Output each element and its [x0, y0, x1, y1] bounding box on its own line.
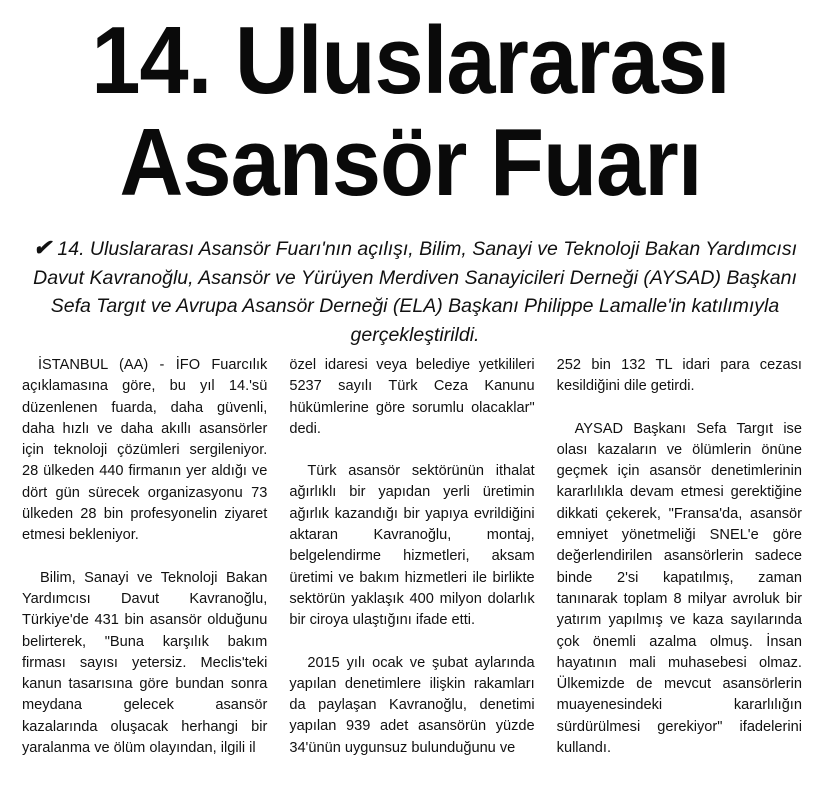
checkmark-icon: ✔: [32, 235, 52, 260]
paragraph: Bilim, Sanayi ve Teknoloji Bakan Yardımcısı Davut Kavranoğlu, Türkiye'de 431 bin asansör olduğunu belirterek, "Buna karşılık bakım firması sayısı yetersiz. Meclis'teki kanun tasarısına göre bundan sonra meydana gelecek asansör kazalarında oluşacak herhangi bir yaralanma ve ölüm olayından, ilgili il: [22, 569, 268, 757]
article-column-3: [557, 355, 802, 795]
paragraph: özel idaresi veya belediye yetkilileri 5237 sayılı Türk Ceza Kanunu hükümlerine göre sorumlu olacaklar" dedi.: [289, 357, 535, 437]
headline-line-2: Asansör Fuarı: [119, 109, 702, 216]
lead-text: 14. Uluslararası Asansör Fuarı'nın açılışı, Bilim, Sanayi ve Teknoloji Bakan Yardımcısı Davut Kavranoğlu, Asansör ve Yürüyen Merdiven Sanayicileri Derneği (AYSAD) Başkanı Sefa Targıt ve Avrupa Asansör Derneği (ELA) Başkanı Philippe Lamalle'in katılımıyla gerçekleştirildi.: [33, 238, 798, 346]
headline-line-1: 14. Uluslararası: [91, 7, 730, 114]
article-column-1: [22, 355, 267, 795]
article-column-2: [289, 355, 534, 795]
paragraph: 2015 yılı ocak ve şubat aylarında yapılan denetimlere ilişkin rakamları da paylaşan Kavranoğlu, denetimi yapılan 939 adet asansörün yüzde 34'ünün uygunsuz bulunduğunu ve: [289, 654, 535, 756]
paragraph: AYSAD Başkanı Sefa Targıt ise olası kazaların ve ölümlerin önüne geçmek için asansör denetimlerinin kararlılıkla devam etmesi gerektiğine dikkati çekerek, "Fransa'da, asansör emniyet yönetmeliği SNEL'e göre değerlendirilen asansörlerin sadece binde 2'si kapatılmış, zaman tanınarak toplam 8 milyar avroluk bir yatırım yapılmış ve kaza sayılarında çok önemli azalma olmuş. İnsan hayatının mali muhasebesi olmaz. Ülkemizde de mevcut asansörlerin muayenesindeki kararlılığın sürdürülmesi gerekiyor" ifadelerini kullandı.: [556, 420, 802, 757]
headline: [33, 7, 788, 216]
paragraph: 252 bin 132 TL idari para cezası kesildiğini dile getirdi.: [556, 357, 802, 395]
lead-paragraph: [20, 234, 810, 349]
article-body: [22, 355, 802, 795]
paragraph: Türk asansör sektörünün ithalat ağırlıklı bir yapıdan yerli üretimin ağırlık kazandığı bir yapıya evrildiğini aktaran Kavranoğlu, montaj, belgelendirme hizmetleri, aksam üretimi ve bakım hizmetleri ile birlikte sektörün yaklaşık 400 milyon dolarlık bir ciroya ulaştığını ifade etti.: [289, 463, 535, 629]
paragraph: İSTANBUL (AA) - İFO Fuarcılık açıklamasına göre, bu yıl 14.'sü düzenlenen fuarda, daha güvenli, daha hızlı ve daha akıllı asansörler için teknoloji çözümleri sergileniyor. 28 ülkeden 440 firmanın yer aldığı ve dört gün sürecek organizasyonu 73 ülkeden 28 bin profesyonelin ziyaret etmesi bekleniyor.: [22, 357, 268, 544]
